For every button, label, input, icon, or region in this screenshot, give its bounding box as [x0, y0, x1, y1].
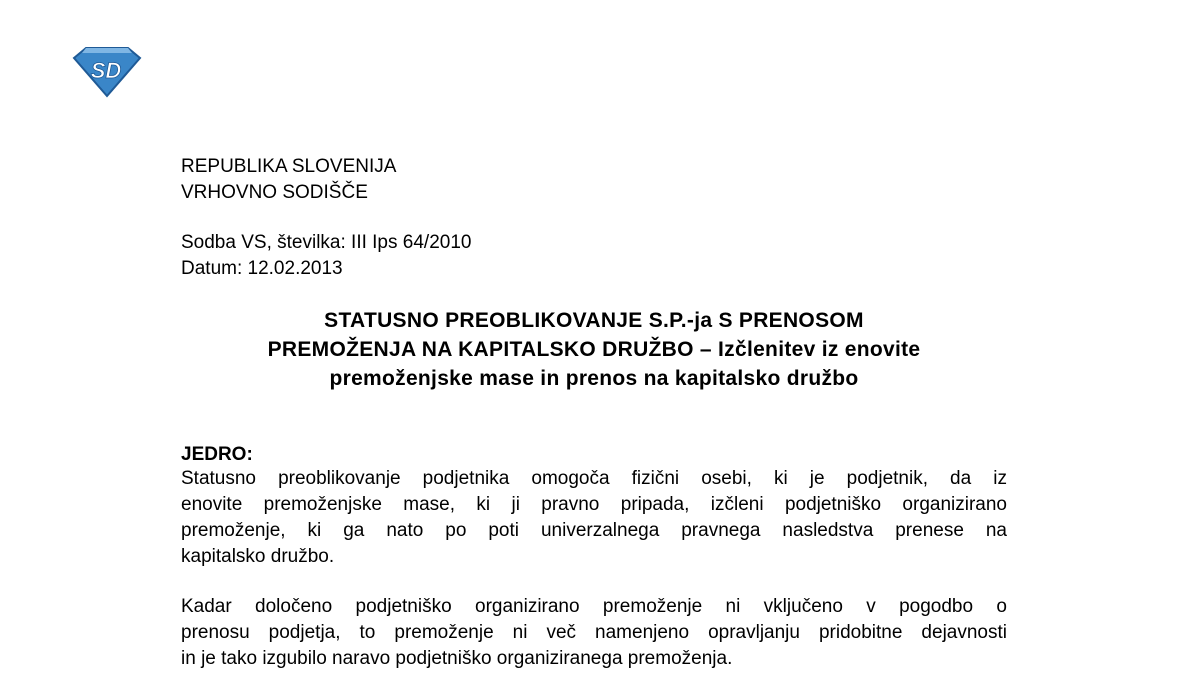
case-date: Datum: 12.02.2013	[181, 258, 343, 279]
paragraph-2-line-1: Kadar določeno podjetniško organizirano premoženje ni vključeno v pogodbo o	[181, 596, 1007, 617]
court-line: VRHOVNO SODIŠČE	[181, 182, 368, 203]
document-title	[181, 306, 1007, 393]
title-line-2: PREMOŽENJA NA KAPITALSKO DRUŽBO – Izčlenitev iz enovite	[267, 338, 921, 361]
paragraph-2-line-2: prenosu podjetja, to premoženje ni več namenjeno opravljanju pridobitne dejavnosti	[181, 622, 1007, 643]
paragraph-1-line-3: premoženje, ki ga nato po poti univerzalnega pravnega nasledstva prenese na	[181, 520, 1007, 541]
paragraph-1-line-4: kapitalsko družbo.	[181, 546, 335, 567]
jedro-paragraph-2	[181, 594, 1007, 672]
paragraph-1-line-2: enovite premoženjske mase, ki ji pravno pripada, izčleni podjetniško organizirano	[181, 494, 1007, 515]
sd-logo	[72, 44, 142, 98]
court-header	[181, 154, 396, 206]
paragraph-1-line-1: Statusno preoblikovanje podjetnika omogoča fizični osebi, ki je podjetnik, da iz	[181, 468, 1007, 489]
jedro-paragraph-1	[181, 466, 1007, 570]
country-line: REPUBLIKA SLOVENIJA	[181, 156, 397, 177]
logo-text: SD	[90, 58, 122, 83]
paragraph-2-line-3: in je tako izgubilo naravo podjetniško organiziranega premoženja.	[181, 648, 733, 669]
jedro-heading: JEDRO:	[181, 444, 253, 465]
sd-shield-logo-icon	[72, 44, 142, 98]
title-line-1: STATUSNO PREOBLIKOVANJE S.P.-ja S PRENOSOM	[324, 309, 864, 332]
case-info	[181, 230, 471, 282]
case-number: Sodba VS, številka: III Ips 64/2010	[181, 232, 472, 253]
title-line-3: premoženjske mase in prenos na kapitalsko družbo	[329, 367, 859, 390]
